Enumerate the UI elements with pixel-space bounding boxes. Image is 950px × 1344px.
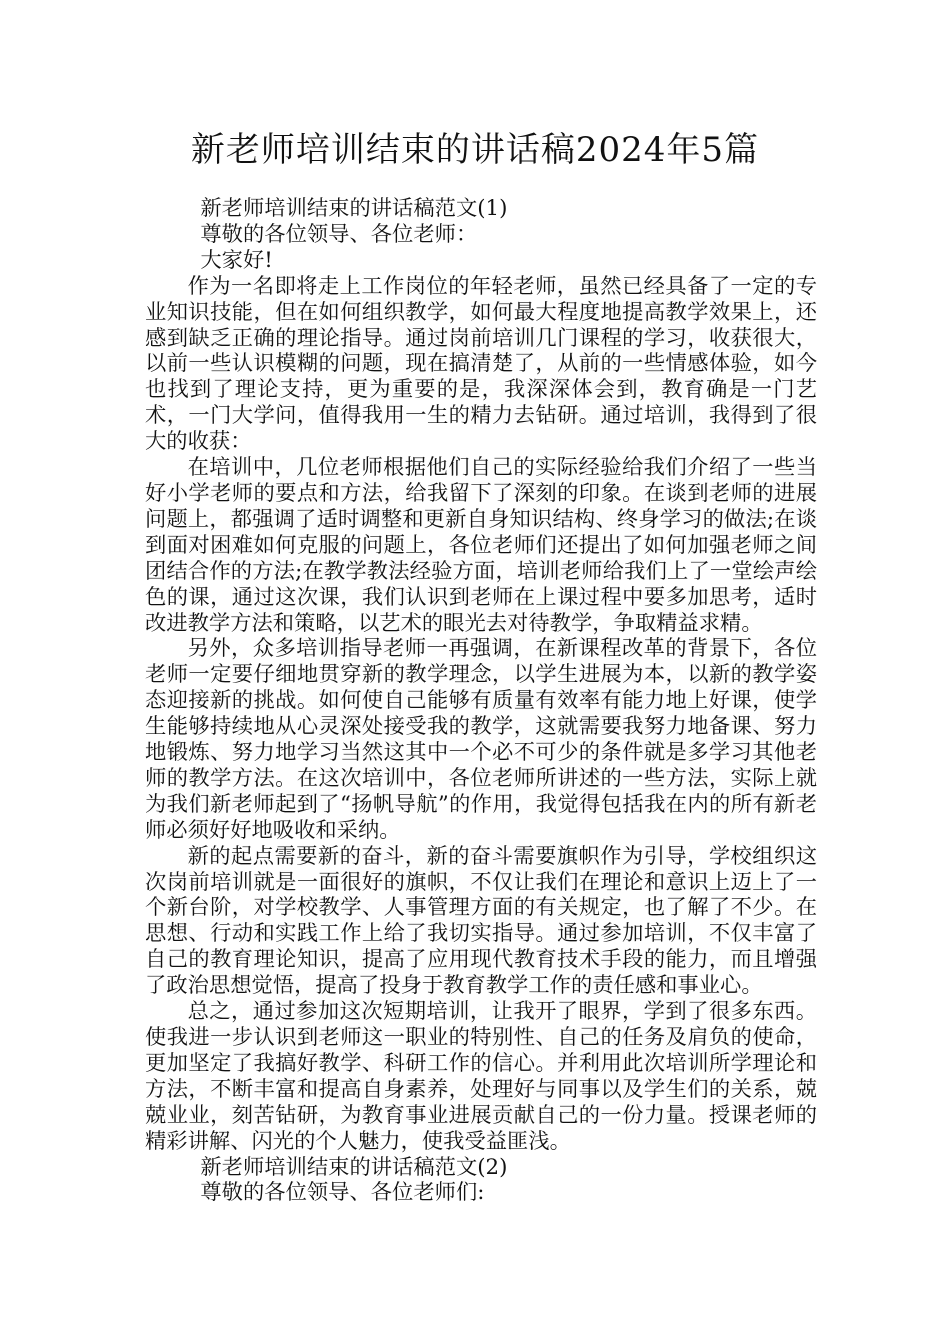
document-body [145, 196, 817, 1206]
section-heading-2: 新老师培训结束的讲话稿范文(2) [200, 1154, 508, 1180]
salutation-1: 尊敬的各位领导、各位老师： [200, 221, 478, 247]
paragraph: 总之，通过参加这次短期培训，让我开了眼界，学到了很多东西。使我进一步认识到老师这一职业的特别性、自己的任务及肩负的使命，更加坚定了我搞好教学、科研工作的信心。并利用此次培训所学理论和方法，不断丰富和提高自身素养，处理好与同事以及学生们的关系，兢兢业业，刻苦钻研，为教育事业进展贡献自己的一份力量。授课老师的精彩讲解、闪光的个人魅力，使我受益匪浅。 [145, 999, 817, 1154]
paragraph: 作为一名即将走上工作岗位的年轻老师，虽然已经具备了一定的专业知识技能，但在如何组织教学，如何最大程度地提高教学效果上，还感到缺乏正确的理论指导。通过岗前培训几门课程的学习，收获很大，以前一些认识模糊的问题，现在搞清楚了，从前的一些情感体验，如今也找到了理论支持，更为重要的是，我深深体会到，教育确是一门艺术，一门大学问，值得我用一生的精力去钻研。通过培训，我得到了很大的收获： [145, 273, 817, 455]
paragraph: 在培训中，几位老师根据他们自己的实际经验给我们介绍了一些当好小学老师的要点和方法，给我留下了深刻的印象。在谈到老师的进展问题上，都强调了适时调整和更新自身知识结构、终身学习的做法;在谈到面对困难如何克服的问题上，各位老师们还提出了如何加强老师之间团结合作的方法;在教学教法经验方面，培训老师给我们上了一堂绘声绘色的课，通过这次课，我们认识到老师在上课过程中要多加思考，适时改进教学方法和策略，以艺术的眼光去对待教学，争取精益求精。 [145, 455, 817, 636]
document-title: 新老师培训结束的讲话稿2024年5篇 [190, 130, 760, 170]
section-heading-1: 新老师培训结束的讲话稿范文(1) [200, 196, 508, 221]
paragraph: 另外，众多培训指导老师一再强调，在新课程改革的背景下，各位老师一定要仔细地贯穿新的教学理念，以学生进展为本，以新的教学姿态迎接新的挑战。如何使自己能够有质量有效率有能力地上好课，使学生能够持续地从心灵深处接受我的教学，这就需要我努力地备课、努力地锻炼、努力地学习当然这其中一个必不可少的条件就是多学习其他老师的教学方法。在这次培训中，各位老师所讲述的一些方法，实际上就为我们新老师起到了“扬帆导航”的作用，我觉得包括我在内的所有新老师必须好好地吸收和采纳。 [145, 636, 817, 843]
greeting: 大家好! [200, 247, 273, 273]
paragraph: 新的起点需要新的奋斗，新的奋斗需要旗帜作为引导，学校组织这次岗前培训就是一面很好的旗帜，不仅让我们在理论和意识上迈上了一个新台阶，对学校教学、人事管理方面的有关规定，也了解了不少。在思想、行动和实践工作上给了我切实指导。通过参加培训，不仅丰富了自己的教育理论知识，提高了应用现代教育技术手段的能力，而且增强了政治思想觉悟，提高了投身于教育教学工作的责任感和事业心。 [145, 843, 817, 999]
salutation-2: 尊敬的各位领导、各位老师们: [200, 1180, 485, 1206]
